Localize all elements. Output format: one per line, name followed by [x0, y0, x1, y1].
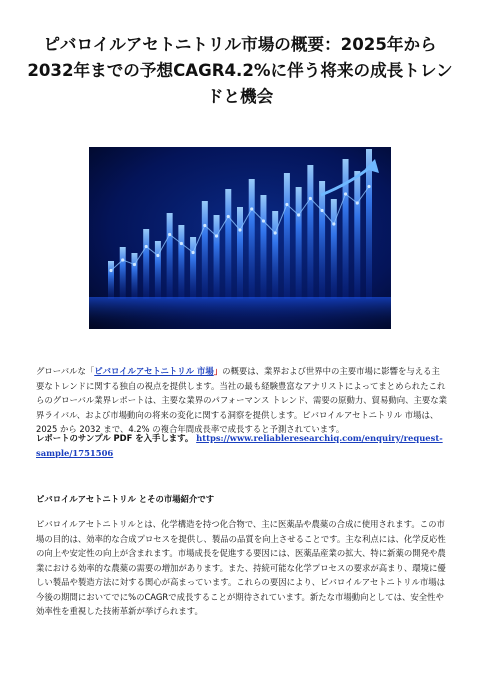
illustration-bar — [120, 247, 126, 299]
illustration-bar — [307, 165, 313, 299]
illustration-bar — [167, 213, 173, 299]
illustration-dot — [168, 233, 171, 236]
illustration-bar — [284, 173, 290, 299]
hero-image — [89, 147, 391, 329]
illustration-dot — [203, 224, 206, 227]
illustration-bar — [343, 159, 349, 299]
illustration-bar — [214, 215, 220, 299]
illustration-dot — [145, 245, 148, 248]
section-heading: ピバロイルアセトニトリル とその市場紹介です — [36, 494, 215, 504]
market-link[interactable]: ピバロイルアセトニトリル 市場 — [94, 366, 214, 376]
illustration-bar — [131, 253, 137, 299]
illustration-dot — [133, 263, 136, 266]
intro-rest: の概要は、業界および世界中の主要市場に影響を与える主要なトレンドに関する独自の視点を提供します。当社の最も経験豊富なアナリストによってまとめられたこれらのグローバル業界レポートは、主要な業界のパフォーマンス トレンド、需要の原動力、貿易動向、主要な業界ライバル、および市場動向の将来の変化に関する洞察を提供します。ピバロイルアセトニトリル 市場は、2025 から 2032 まで、4.2% の複合年間成長率で成長すると予測されています。 — [36, 366, 447, 434]
illustration-bar — [319, 181, 325, 299]
illustration-bar — [260, 195, 266, 299]
illustration-bar — [143, 229, 149, 299]
illustration-dot — [250, 207, 253, 210]
illustration-dot — [332, 222, 335, 225]
intro-bracket: 」 — [213, 366, 223, 376]
illustration-bar — [296, 187, 302, 299]
illustration-bar — [354, 171, 360, 299]
illustration-dot — [297, 213, 300, 216]
illustration-dot — [285, 203, 288, 206]
illustration-bar — [190, 237, 196, 299]
illustration-dot — [121, 258, 124, 261]
illustration-bar — [272, 211, 278, 299]
illustration-bar — [225, 189, 231, 299]
sample-paragraph — [36, 431, 448, 460]
illustration-bar — [155, 241, 161, 299]
illustration-dot — [262, 219, 265, 222]
illustration-dot — [320, 209, 323, 212]
illustration-dot — [274, 231, 277, 234]
illustration-dot — [367, 185, 370, 188]
illustration-dot — [238, 228, 241, 231]
illustration-dot — [191, 251, 194, 254]
illustration-bar — [237, 207, 243, 299]
illustration-bar — [178, 225, 184, 299]
illustration-dot — [180, 242, 183, 245]
rising-bar-chart-illustration-icon — [89, 147, 391, 329]
illustration-bar — [108, 261, 114, 299]
illustration-dot — [109, 269, 112, 272]
intro-prefix: グローバルな「 — [36, 366, 95, 376]
illustration-bar — [331, 199, 337, 299]
illustration-bar — [249, 179, 255, 299]
illustration-dot — [215, 234, 218, 237]
document-title: ピバロイルアセトニトリル市場の概要：2025年から2032年までの予想CAGR4.2%に伴う将来の成長トレンドと機会 — [27, 35, 453, 106]
illustration-dot — [156, 254, 159, 257]
sample-label: レポートのサンプル PDF を入手します。 — [36, 433, 194, 443]
sample-link[interactable]: https://www.reliableresearchiq.com/enquiry/request-sample/1751506 — [36, 433, 443, 458]
section-body: ピバロイルアセトニトリルとは、化学構造を持つ化合物で、主に医薬品や農薬の合成に使用されます。この市場の目的は、効率的な合成プロセスを提供し、製品の品質を向上させることです。主な利点には、化学反応性の向上や安定性の向上が含まれます。市場成長を促進する要因には、医薬品産業の拡大、特に新薬の開発や農業における効率的な農薬の需要の増加があります。また、持続可能な化学プロセスの要求が高まり、環境に優しい製品や製造方法に対する関心が高まっています。これらの要因により、ピバロイルアセトニトリル市場は今後の期間においてでに%のCAGRで成長することが期待されています。新たな市場動向としては、安全性や効率性を重視した技術革新が挙げられます。 — [36, 519, 446, 616]
illustration-dot — [356, 201, 359, 204]
illustration-bar — [202, 201, 208, 299]
illustration-dot — [227, 215, 230, 218]
illustration-dot — [309, 197, 312, 200]
illustration-dot — [344, 192, 347, 195]
intro-paragraph — [36, 364, 448, 437]
